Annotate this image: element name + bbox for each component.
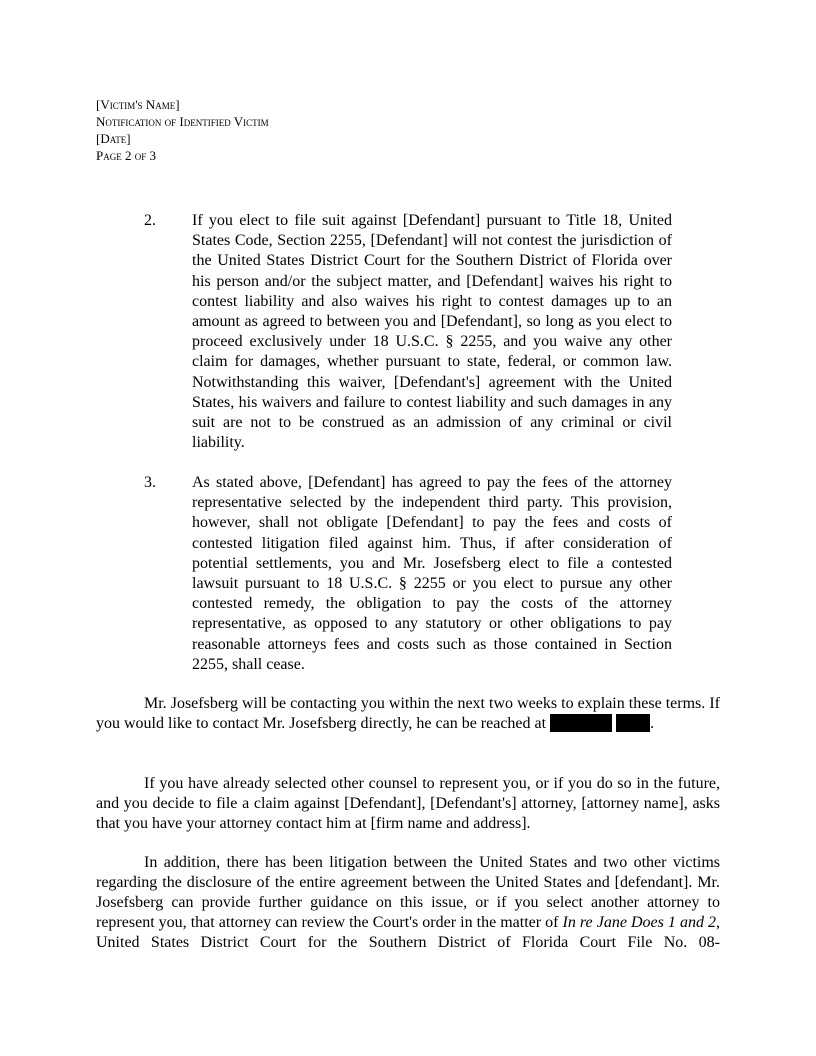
page-number: Page 2 of 3 <box>96 148 156 163</box>
numbered-item-2 <box>144 211 672 453</box>
case-name: In re Jane Does 1 and 2 <box>562 914 717 931</box>
contact-text: Mr. Josefsberg will be contacting you within the next two weeks to explain these terms. If you would like to contact Mr. Josefsberg directly, he can be reached at <box>96 695 720 732</box>
letter-date: [Date] <box>96 131 131 146</box>
item-text: As stated above, [Defendant] has agreed to pay the fees of the attorney representative selected by the independent third party. This provision, however, shall not obligate [Defendant] to pay the fees and costs of contested litigation filed against him. Thus, if after consideration of potential settlements, you and Mr. Josefsberg elect to file a contested lawsuit pursuant to 18 U.S.C. § 2255 or you elect to pursue any other contested remedy, the obligation to pay the costs of the attorney representative, as opposed to any statutory or other obligations to pay reasonable attorneys fees and costs such as those contained in Section 2255, shall cease. <box>192 474 672 673</box>
litigation-text-end: , United States District Court for the Southern District of Florida Court File No. 08- <box>96 914 721 951</box>
item-number: 2. <box>144 212 156 229</box>
redacted-block <box>550 714 612 732</box>
redacted-block <box>616 714 650 732</box>
contact-end: . <box>650 715 655 732</box>
litigation-paragraph <box>96 853 720 953</box>
page-header <box>96 96 269 164</box>
counsel-text: If you have already selected other counsel to represent you, or if you do so in the future, and you decide to file a claim against [Defendant], [Defendant's] attorney, [attorney name], asks that you have your attorney contact him at [firm name and address]. <box>96 775 720 832</box>
numbered-item-3 <box>144 473 672 675</box>
item-number: 3. <box>144 474 156 491</box>
contact-paragraph <box>96 694 720 734</box>
counsel-paragraph <box>96 774 720 834</box>
victim-name: [Victim's Name] <box>96 97 180 112</box>
litigation-text: In addition, there has been litigation between the United States and two other victims regarding the disclosure of the entire agreement between the United States and [defendant]. Mr. Josefsberg can provide further guidance on this issue, or if you select another attorney to represent you, that attorney can review the Court's order in the matter of <box>96 854 720 931</box>
item-text: If you elect to file suit against [Defendant] pursuant to Title 18, United States Code, Section 2255, [Defendant] will not contest the jurisdiction of the United States District Court for the Southern District of Florida over his person and/or the subject matter, and [Defendant] waives his right to contest liability and also waives his right to contest damages up to an amount as agreed to between you and [Defendant], so long as you elect to proceed exclusively under 18 U.S.C. § 2255, and you waive any other claim for damages, whether pursuant to state, federal, or common law. Notwithstanding this waiver, [Defendant's] agreement with the United States, his waivers and failure to contest liability and such damages in any suit are not to be construed as an admission of any criminal or civil liability. <box>192 212 672 452</box>
notification-title: Notification of Identified Victim <box>96 114 269 129</box>
